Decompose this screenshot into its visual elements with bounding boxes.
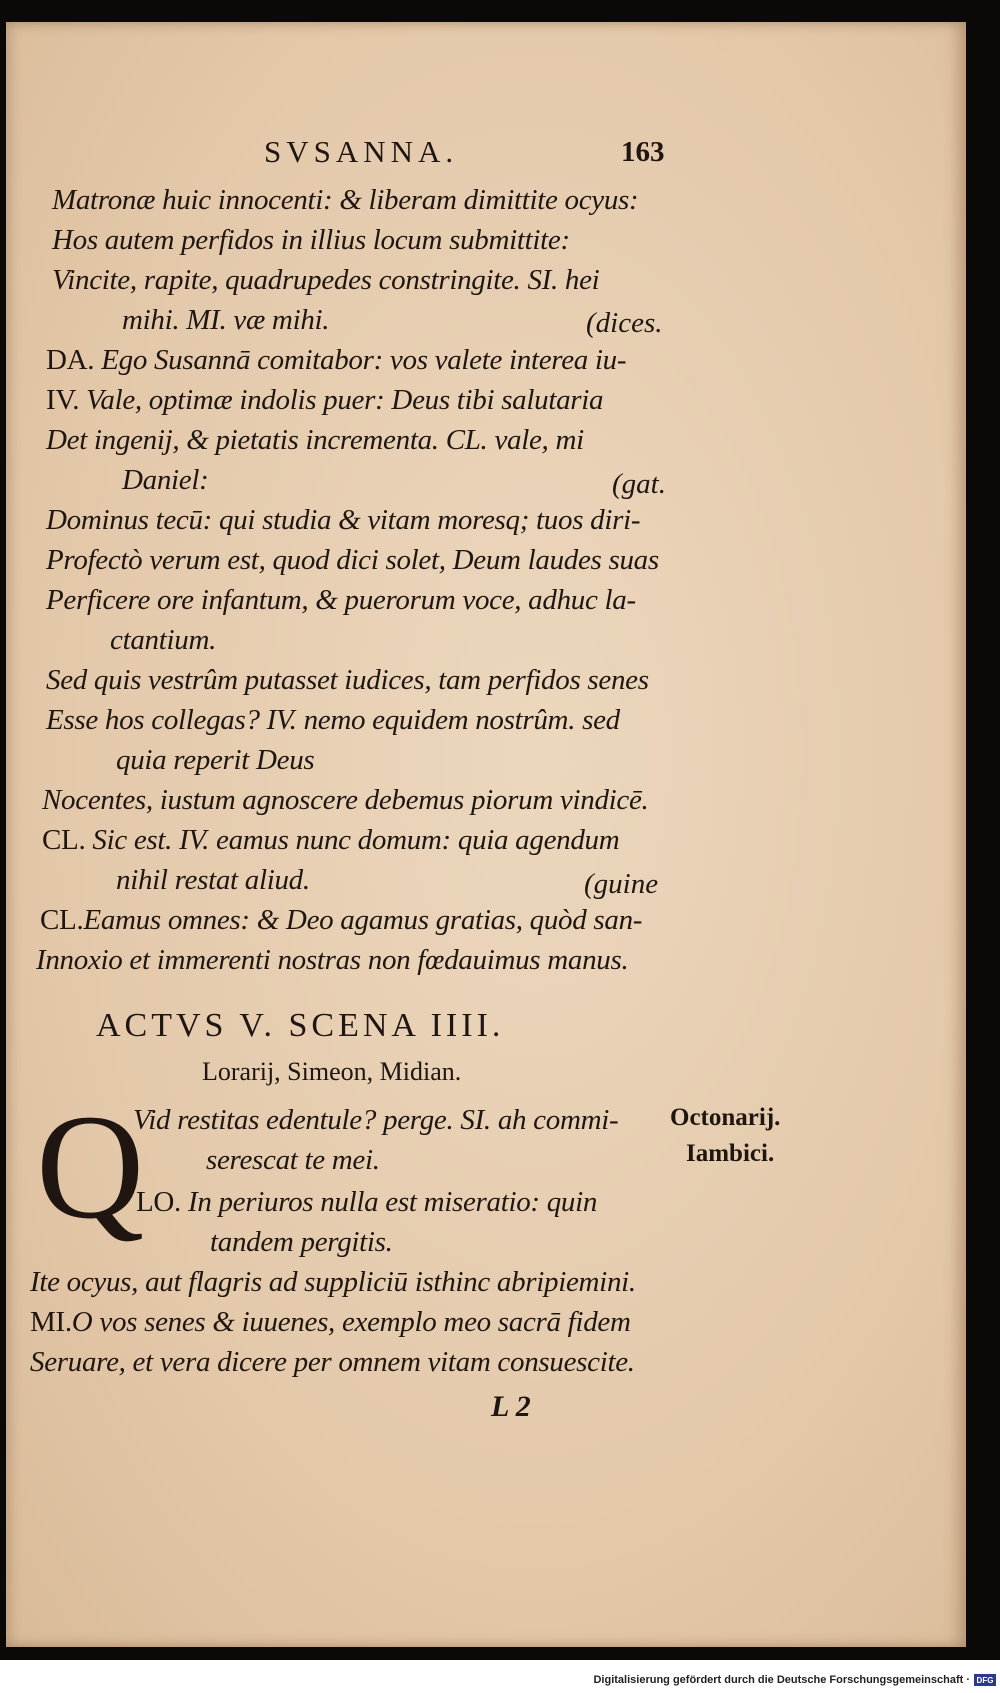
turnover-text: (dices. — [586, 307, 663, 339]
act-scene-heading: ACTVS V. SCENA IIII. — [96, 1007, 505, 1044]
running-head: SVSANNA. — [264, 134, 459, 169]
text-line: DA. Ego Susannā comitabor: vos valete interea iu- — [46, 344, 627, 376]
drop-cap: Q — [36, 1084, 145, 1250]
text-line: Matronæ huic innocenti: & liberam dimittite ocyus: — [52, 184, 639, 216]
text-line: CL.Eamus omnes: & Deo agamus gratias, quòd san- — [40, 904, 643, 936]
page-number: 163 — [621, 136, 665, 168]
text-line: mihi. MI. væ mihi. — [122, 304, 330, 336]
page-header — [6, 134, 966, 174]
text-line: Ite ocyus, aut flagris ad suppliciū isthinc abripiemini. — [30, 1266, 636, 1298]
text-line: Seruare, et vera dicere per omnem vitam consuescite. — [30, 1346, 635, 1378]
text-line: ctantium. — [110, 624, 217, 656]
text-line: Nocentes, iustum agnoscere debemus piorum vindicē. — [42, 784, 649, 816]
text-line: quia reperit Deus — [116, 744, 315, 776]
cast-list: Lorarij, Simeon, Midian. — [202, 1057, 462, 1086]
text-line: Vid restitas edentule? perge. SI. ah commi- — [133, 1104, 619, 1136]
text-line: Profectò verum est, quod dici solet, Deum laudes suas — [46, 544, 659, 576]
margin-note: Iambici. — [686, 1140, 775, 1167]
speaker-label: IV. — [46, 384, 80, 416]
text-line: Daniel: — [122, 464, 209, 496]
signature-mark: L 2 — [491, 1390, 531, 1423]
text-line: Innoxio et immerenti nostras non fœdauimus manus. — [36, 944, 629, 976]
book-page — [6, 22, 966, 1647]
dfg-logo: DFG — [974, 1674, 996, 1686]
turnover-text: (gat. — [612, 468, 666, 500]
text-line: Dominus tecū: qui studia & vitam moresq; tuos diri- — [46, 504, 641, 536]
text-line: Hos autem perfidos in illius locum submittite: — [52, 224, 570, 256]
speaker-label: CL. — [42, 824, 86, 856]
margin-note: Octonarij. — [670, 1104, 781, 1131]
speaker-label: DA. — [46, 344, 95, 376]
footer-credit — [593, 1670, 996, 1690]
text-line: MI.O vos senes & iuuenes, exemplo meo sacrā fidem — [30, 1306, 631, 1338]
text-line: Sed quis vestrûm putasset iudices, tam perfidos senes — [46, 664, 649, 696]
text-line: nihil restat aliud. — [116, 864, 310, 896]
text-line: Vincite, rapite, quadrupedes constringite. SI. hei — [52, 264, 600, 296]
text-line: CL. Sic est. IV. eamus nunc domum: quia agendum — [42, 824, 620, 856]
text-line: serescat te mei. — [206, 1144, 380, 1176]
text-line: Perficere ore infantum, & puerorum voce, adhuc la- — [46, 584, 636, 616]
text-line: LO. In periuros nulla est miseratio: quin — [136, 1186, 598, 1218]
text-line: tandem pergitis. — [210, 1226, 393, 1258]
footer-credit-text: Digitalisierung gefördert durch die Deutsche Forschungsgemeinschaft · — [593, 1674, 970, 1686]
text-line: IV. Vale, optimæ indolis puer: Deus tibi salutaria — [46, 384, 604, 416]
text-line: Esse hos collegas? IV. nemo equidem nostrûm. sed — [46, 704, 620, 736]
text-line: Det ingenij, & pietatis incrementa. CL. vale, mi — [46, 424, 584, 456]
speaker-label: LO. — [136, 1186, 182, 1218]
turnover-text: (guine — [584, 868, 659, 900]
speaker-label: CL. — [40, 904, 84, 936]
speaker-label: MI. — [30, 1306, 72, 1338]
